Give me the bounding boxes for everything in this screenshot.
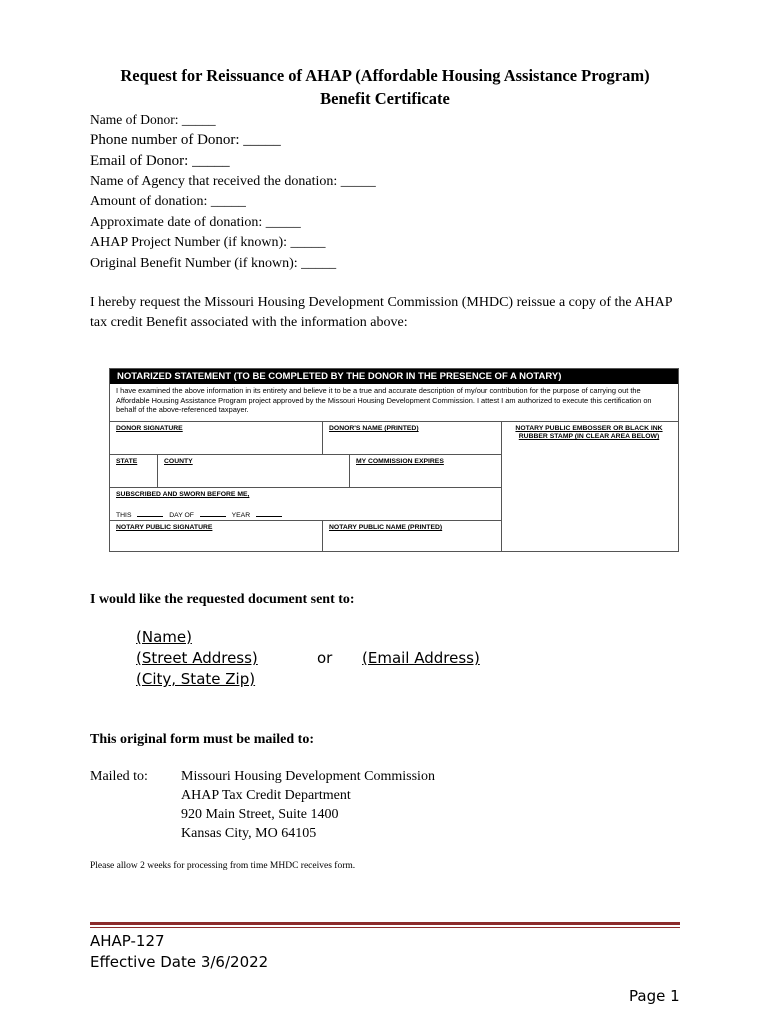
or-separator: or xyxy=(317,649,333,667)
footer-rule xyxy=(90,922,680,925)
notary-attestation: I have examined the above information in its entirety and believe it to be a true and accurate description of my/our contribution for the purpose of carrying out the Affordable Housing Assistance Program project approved by the Missouri Housing Development Commission. I attest I am authorized to execute this certification on behalf of the above-referenced taxpayer. xyxy=(116,386,652,414)
commission-expires-label: MY COMMISSION EXPIRES xyxy=(356,458,444,465)
year-blank xyxy=(256,510,282,517)
subscribed-sworn-label: SUBSCRIBED AND SWORN BEFORE ME, xyxy=(116,491,250,498)
day-of-label: DAY OF xyxy=(169,512,194,519)
grid-line xyxy=(501,421,502,551)
mail-heading: This original form must be mailed to: xyxy=(90,732,314,747)
mailing-address xyxy=(181,767,435,843)
recipient-name: (Name) xyxy=(136,628,192,646)
notary-header: NOTARIZED STATEMENT (TO BE COMPLETED BY THE DONOR IN THE PRESENCE OF A NOTARY) xyxy=(110,369,678,384)
grid-line xyxy=(110,487,501,488)
day-blank xyxy=(137,510,163,517)
field-donation-date: Approximate date of donation: _____ xyxy=(90,215,301,230)
grid-line xyxy=(157,454,158,487)
grid-line xyxy=(110,454,501,455)
send-to-heading: I would like the requested document sent to: xyxy=(90,592,355,607)
state-label: STATE xyxy=(116,458,138,465)
notarized-statement-box xyxy=(109,368,679,552)
form-id: AHAP-127 xyxy=(90,932,165,950)
field-benefit-number: Original Benefit Number (if known): _____ xyxy=(90,256,337,271)
donor-name-label: DONOR'S NAME (PRINTED) xyxy=(329,425,419,432)
field-donor-name: Name of Donor: _____ xyxy=(90,112,216,127)
donor-signature-label: DONOR SIGNATURE xyxy=(116,425,183,432)
footer-form-info xyxy=(90,931,268,973)
grid-line xyxy=(322,421,323,454)
date-sworn-row xyxy=(116,510,286,520)
grid-line xyxy=(349,454,350,487)
year-label: YEAR xyxy=(231,512,251,519)
request-paragraph: I hereby request the Missouri Housing Development Commission (MHDC) reissue a copy of the AHAP tax credit Benefit associated with the information above: xyxy=(90,295,672,330)
page-number: Page 1 xyxy=(629,987,680,1005)
title-line-2: Benefit Certificate xyxy=(320,89,450,108)
address-line-3: 920 Main Street, Suite 1400 xyxy=(181,807,339,822)
processing-note: Please allow 2 weeks for processing from time MHDC receives form. xyxy=(90,861,356,871)
footer-rule-thin xyxy=(90,927,680,928)
grid-line xyxy=(322,520,323,551)
effective-date: Effective Date 3/6/2022 xyxy=(90,953,269,971)
county-label: COUNTY xyxy=(164,458,193,465)
notary-signature-label: NOTARY PUBLIC SIGNATURE xyxy=(116,524,213,531)
grid-line xyxy=(110,421,678,422)
recipient-email: (Email Address) xyxy=(362,649,480,667)
title-line-1: Request for Reissuance of AHAP (Affordable Housing Assistance Program) xyxy=(120,66,650,85)
notary-name-label: NOTARY PUBLIC NAME (PRINTED) xyxy=(329,524,443,531)
form-title xyxy=(90,64,680,110)
month-blank xyxy=(200,510,226,517)
notary-stamp-label: NOTARY PUBLIC EMBOSSER OR BLACK INK RUBBER STAMP (IN CLEAR AREA BELOW) xyxy=(515,425,663,440)
recipient-city: (City, State Zip) xyxy=(136,670,256,688)
address-line-2: AHAP Tax Credit Department xyxy=(181,788,351,803)
field-donor-email: Email of Donor: _____ xyxy=(90,153,230,169)
this-label: THIS xyxy=(116,512,132,519)
recipient-street: (Street Address) xyxy=(136,649,258,667)
grid-line xyxy=(110,520,501,521)
field-agency-name: Name of Agency that received the donation: _____ xyxy=(90,174,376,189)
mailed-to-label: Mailed to: xyxy=(90,769,148,784)
field-project-number: AHAP Project Number (if known): _____ xyxy=(90,235,326,250)
address-line-4: Kansas City, MO 64105 xyxy=(181,826,317,841)
field-donation-amount: Amount of donation: _____ xyxy=(90,194,246,209)
field-donor-phone: Phone number of Donor: _____ xyxy=(90,132,281,148)
address-line-1: Missouri Housing Development Commission xyxy=(181,769,435,784)
